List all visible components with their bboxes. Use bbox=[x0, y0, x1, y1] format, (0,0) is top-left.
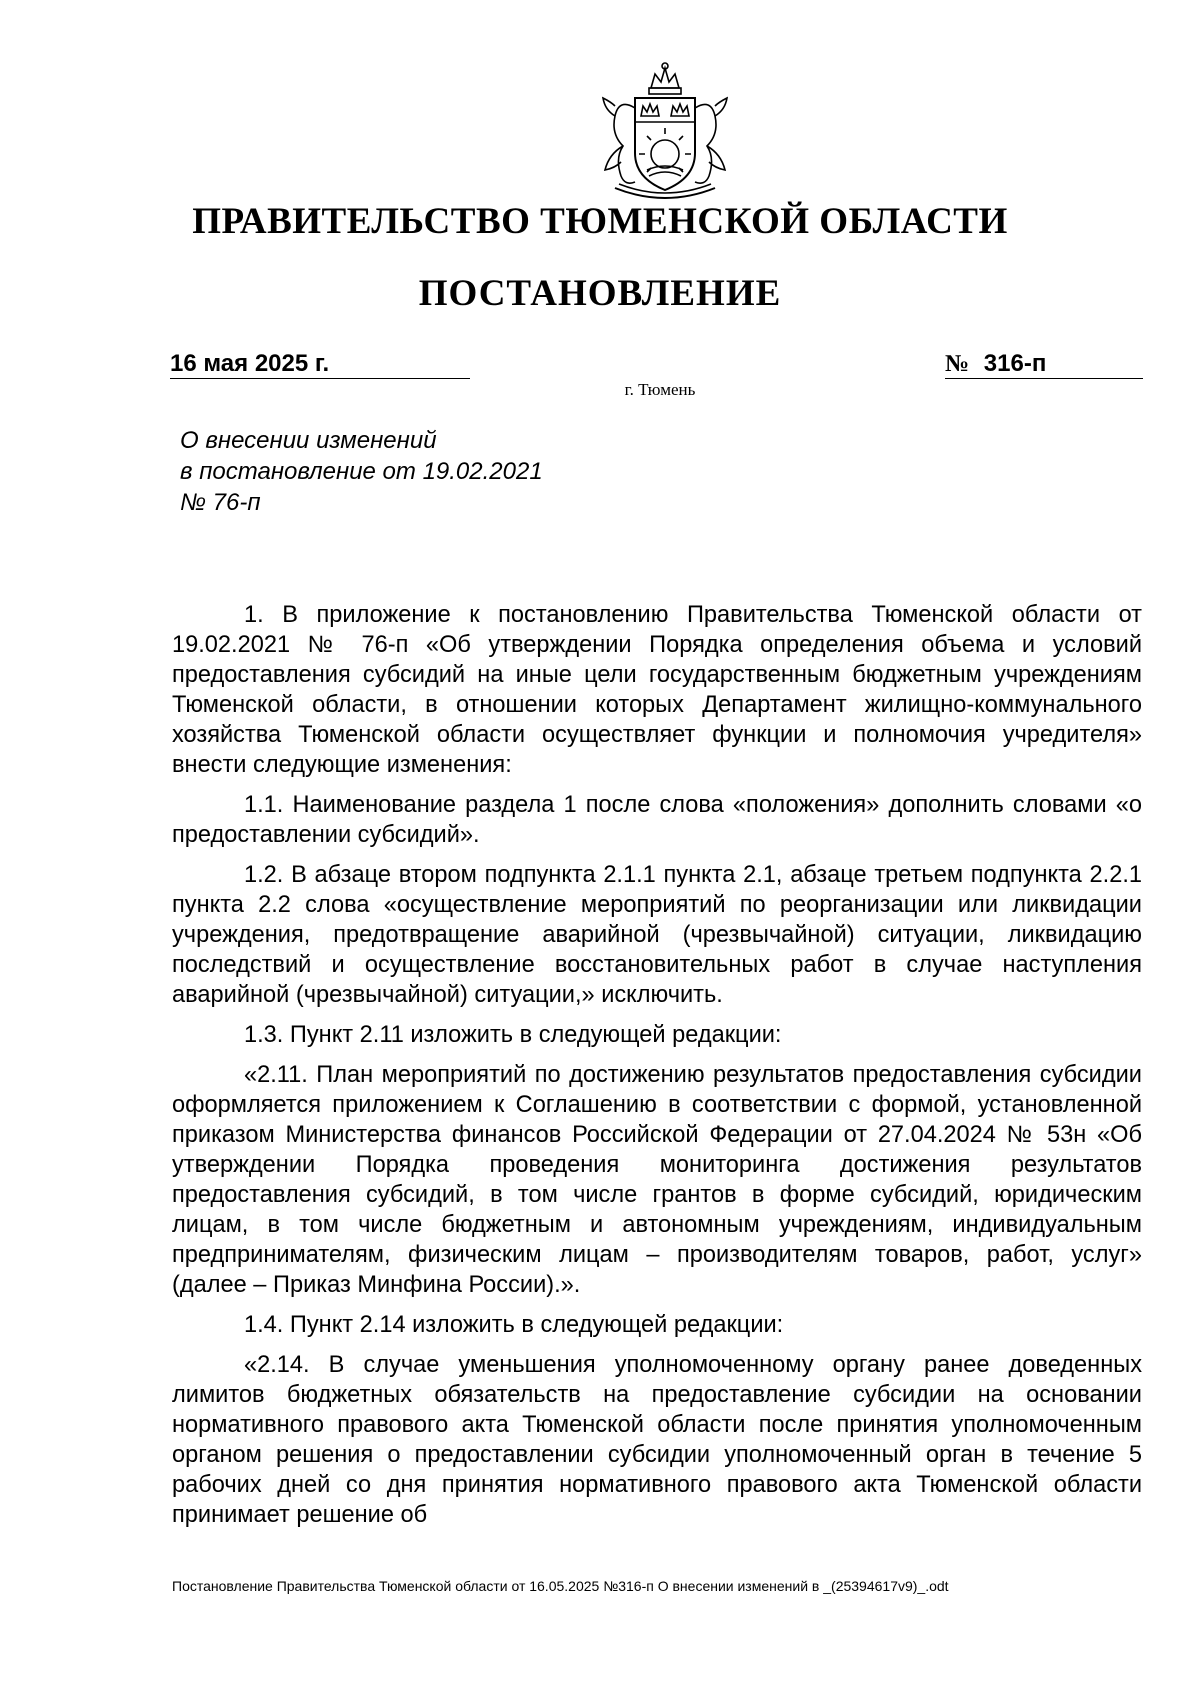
document-body bbox=[172, 600, 1142, 1540]
subject-line: О внесении изменений bbox=[180, 427, 437, 454]
body-paragraph: 1.3. Пункт 2.11 изложить в следующей редакции: bbox=[244, 1022, 782, 1048]
body-paragraph: 1.2. В абзаце втором подпункта 2.1.1 пункта 2.1, абзаце третьем подпункта 2.2.1 пункта 2.2 слова «осуществление мероприятий по реорганизации или ликвидации учреждения, предотвращение аварийной (чрезвычайной) ситуации, ликвидацию последствий и осуществление восстановительных работ в случае наступления аварийной (чрезвычайной) ситуации,» исключить. bbox=[172, 862, 1142, 1008]
body-paragraph: 1.1. Наименование раздела 1 после слова «положения» дополнить словами «о предоставлении субсидий». bbox=[172, 792, 1142, 848]
number-sign: № bbox=[945, 351, 970, 377]
subject-line: № 76-п bbox=[180, 489, 261, 516]
page-footer: Постановление Правительства Тюменской области от 16.05.2025 №316-п О внесении изменений в _(25394617v9)_.odt bbox=[172, 1578, 949, 1594]
body-paragraph: «2.11. План мероприятий по достижению результатов предоставления субсидии оформляется приложением к Соглашению в соответствии с формой, установленной приказом Министерства финансов Российской Федерации от 27.04.2024 № 53н «Об утверждении Порядка проведения мониторинга достижения результатов предоставления субсидий, в том числе грантов в форме субсидий, юридическим лицам, в том числе бюджетным и автономным учреждениям, индивидуальным предпринимателям, физическим лицам – производителям товаров, работ, услуг» (далее – Приказ Минфина России).». bbox=[172, 1062, 1142, 1298]
government-title: ПРАВИТЕЛЬСТВО ТЮМЕНСКОЙ ОБЛАСТИ bbox=[192, 201, 1008, 242]
body-paragraph: 1.4. Пункт 2.14 изложить в следующей редакции: bbox=[244, 1312, 784, 1338]
document-number-value: 316-п bbox=[983, 350, 1047, 377]
document-date-value: 16 мая 2025 г. bbox=[170, 350, 330, 377]
document-kind-title: ПОСТАНОВЛЕНИЕ bbox=[418, 273, 782, 314]
body-paragraph: 1. В приложение к постановлению Правительства Тюменской области от 19.02.2021 № 76-п «Об утверждении Порядка определения объема и условий предоставления субсидий на иные цели государственным бюджетным учреждениям Тюменской области, в отношении которых Департамент жилищно-коммунального хозяйства Тюменской области осуществляет функции и полномочия учредителя» внести следующие изменения: bbox=[172, 602, 1142, 778]
document-subject bbox=[180, 425, 543, 518]
body-paragraph: «2.14. В случае уменьшения уполномоченному органу ранее доведенных лимитов бюджетных обязательств на предоставление субсидии на основании нормативного правового акта Тюменской области после принятия уполномоченным органом решения о предоставлении субсидии уполномоченный орган в течение 5 рабочих дней со дня принятия нормативного правового акта Тюменской области принимает решение об bbox=[172, 1352, 1142, 1528]
document-number bbox=[945, 350, 1143, 379]
document-date bbox=[170, 350, 470, 379]
document-city: г. Тюмень bbox=[624, 380, 696, 399]
tyumen-region-coat-of-arms-icon bbox=[585, 58, 745, 208]
subject-line: в постановление от 19.02.2021 bbox=[180, 458, 543, 485]
